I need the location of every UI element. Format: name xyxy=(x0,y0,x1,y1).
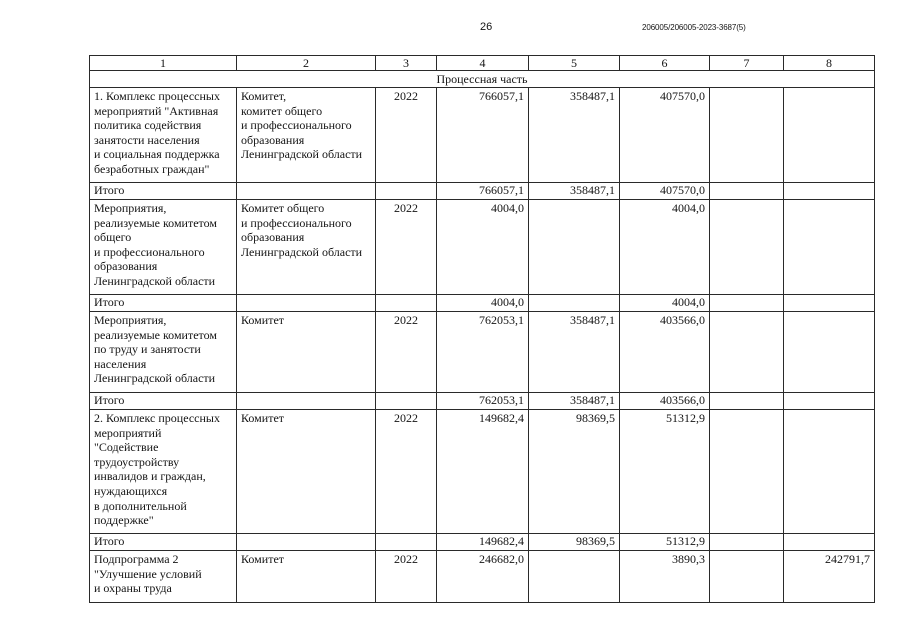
executor xyxy=(237,393,376,410)
row-name: Мероприятия, реализуемые комитетом общего и профессионального образования Ленинградской области xyxy=(90,200,237,295)
amount-col-8 xyxy=(784,312,875,393)
document-code: 206005/206005-2023-3687(5) xyxy=(642,23,746,32)
amount-col-8 xyxy=(784,534,875,551)
amount-col-5: 358487,1 xyxy=(529,183,620,200)
column-number-row xyxy=(90,56,875,71)
total-row xyxy=(90,183,875,200)
executor: Комитет общего и профессионального образования Ленинградской области xyxy=(237,200,376,295)
section-title: Процессная часть xyxy=(90,71,875,88)
row-name: Мероприятия, реализуемые комитетом по труду и занятости населения Ленинградской области xyxy=(90,312,237,393)
row-name: Итого xyxy=(90,295,237,312)
row-name: Итого xyxy=(90,183,237,200)
amount-col-4: 4004,0 xyxy=(437,200,529,295)
amount-col-5 xyxy=(529,295,620,312)
amount-col-6: 51312,9 xyxy=(620,534,710,551)
amount-col-4: 4004,0 xyxy=(437,295,529,312)
amount-col-6: 4004,0 xyxy=(620,200,710,295)
total-row xyxy=(90,295,875,312)
column-number: 6 xyxy=(620,56,710,71)
column-number: 3 xyxy=(376,56,437,71)
executor xyxy=(237,534,376,551)
year: 2022 xyxy=(376,551,437,603)
row-name: Подпрограмма 2 "Улучшение условий и охраны труда xyxy=(90,551,237,603)
amount-col-4: 766057,1 xyxy=(437,183,529,200)
amount-col-4: 762053,1 xyxy=(437,393,529,410)
amount-col-6: 4004,0 xyxy=(620,295,710,312)
amount-col-8 xyxy=(784,88,875,183)
amount-col-6: 407570,0 xyxy=(620,88,710,183)
column-number: 1 xyxy=(90,56,237,71)
amount-col-5: 358487,1 xyxy=(529,393,620,410)
amount-col-5: 358487,1 xyxy=(529,88,620,183)
amount-col-8 xyxy=(784,183,875,200)
column-number: 5 xyxy=(529,56,620,71)
column-number: 2 xyxy=(237,56,376,71)
row-name: Итого xyxy=(90,393,237,410)
executor xyxy=(237,183,376,200)
year xyxy=(376,534,437,551)
amount-col-8 xyxy=(784,295,875,312)
total-row xyxy=(90,534,875,551)
year: 2022 xyxy=(376,410,437,534)
amount-col-4: 766057,1 xyxy=(437,88,529,183)
executor: Комитет xyxy=(237,410,376,534)
amount-col-5 xyxy=(529,551,620,603)
year xyxy=(376,295,437,312)
amount-col-4: 149682,4 xyxy=(437,534,529,551)
amount-col-7 xyxy=(710,551,784,603)
row-name: 2. Комплекс процессных мероприятий "Содействие трудоустройству инвалидов и граждан, нуждающихся в дополнительной поддержке" xyxy=(90,410,237,534)
activity-row xyxy=(90,88,875,183)
amount-col-7 xyxy=(710,534,784,551)
column-number: 4 xyxy=(437,56,529,71)
amount-col-7 xyxy=(710,312,784,393)
amount-col-5 xyxy=(529,200,620,295)
amount-col-6: 403566,0 xyxy=(620,393,710,410)
amount-col-6: 51312,9 xyxy=(620,410,710,534)
amount-col-7 xyxy=(710,88,784,183)
row-name: 1. Комплекс процессных мероприятий "Активная политика содействия занятости населения и социальная поддержка безработных граждан" xyxy=(90,88,237,183)
amount-col-7 xyxy=(710,410,784,534)
amount-col-6: 407570,0 xyxy=(620,183,710,200)
amount-col-4: 246682,0 xyxy=(437,551,529,603)
activity-row xyxy=(90,410,875,534)
budget-table xyxy=(89,55,875,603)
year: 2022 xyxy=(376,88,437,183)
section-row xyxy=(90,71,875,88)
year xyxy=(376,183,437,200)
amount-col-8 xyxy=(784,200,875,295)
year xyxy=(376,393,437,410)
executor: Комитет, комитет общего и профессионального образования Ленинградской области xyxy=(237,88,376,183)
page-number: 26 xyxy=(480,21,493,33)
amount-col-5: 98369,5 xyxy=(529,534,620,551)
amount-col-5: 358487,1 xyxy=(529,312,620,393)
amount-col-6: 3890,3 xyxy=(620,551,710,603)
executor: Комитет xyxy=(237,312,376,393)
amount-col-8 xyxy=(784,410,875,534)
amount-col-7 xyxy=(710,295,784,312)
activity-row xyxy=(90,551,875,603)
activity-row xyxy=(90,200,875,295)
amount-col-6: 403566,0 xyxy=(620,312,710,393)
total-row xyxy=(90,393,875,410)
amount-col-8: 242791,7 xyxy=(784,551,875,603)
amount-col-7 xyxy=(710,183,784,200)
amount-col-7 xyxy=(710,200,784,295)
amount-col-5: 98369,5 xyxy=(529,410,620,534)
year: 2022 xyxy=(376,312,437,393)
column-number: 8 xyxy=(784,56,875,71)
amount-col-8 xyxy=(784,393,875,410)
activity-row xyxy=(90,312,875,393)
amount-col-4: 149682,4 xyxy=(437,410,529,534)
amount-col-7 xyxy=(710,393,784,410)
column-number: 7 xyxy=(710,56,784,71)
amount-col-4: 762053,1 xyxy=(437,312,529,393)
executor xyxy=(237,295,376,312)
year: 2022 xyxy=(376,200,437,295)
row-name: Итого xyxy=(90,534,237,551)
executor: Комитет xyxy=(237,551,376,603)
